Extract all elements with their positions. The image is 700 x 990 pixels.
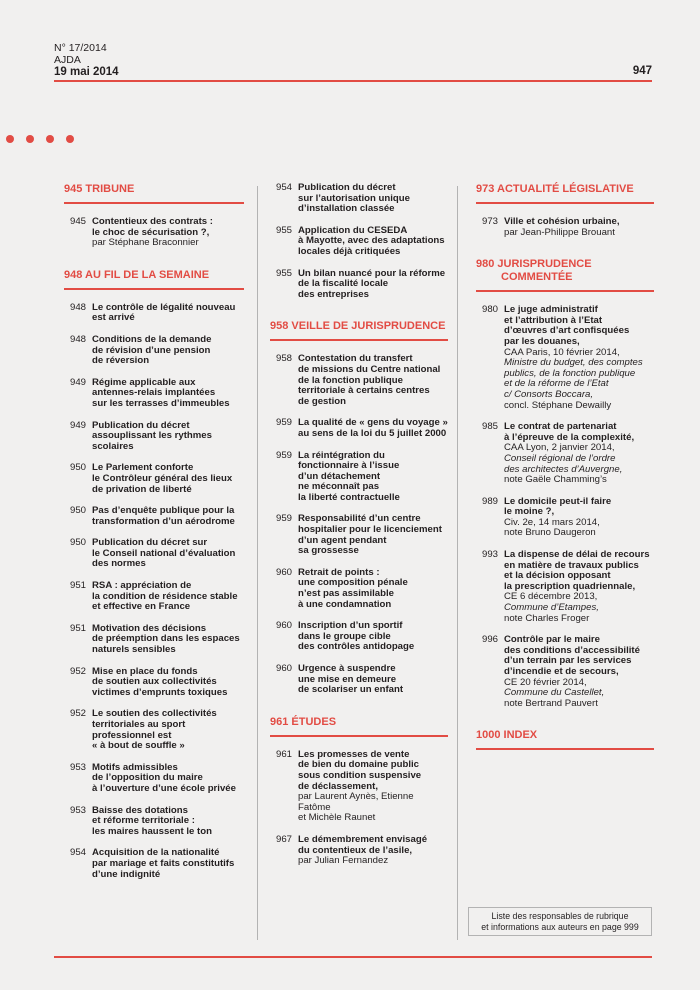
toc-entry[interactable] <box>476 305 654 411</box>
entry-title: Publication du décret sur l’autorisation unique d’installation classée <box>298 182 410 215</box>
section-title: 948 AU FIL DE LA SEMAINE <box>64 268 210 281</box>
page-ref: 993 <box>481 549 498 561</box>
toc-entry[interactable] <box>476 217 654 238</box>
page-ref: 945 <box>69 216 86 227</box>
section-heading <box>270 320 448 341</box>
header-rule <box>54 80 652 82</box>
section-title-line2: COMMENTÉE <box>501 271 573 284</box>
page-ref: 950 <box>69 462 86 474</box>
dot-icon <box>6 135 14 143</box>
entry-body <box>298 664 448 696</box>
entry-detail <box>504 699 654 710</box>
decorative-dots <box>6 135 74 143</box>
entry-author: par Stéphane Braconnier <box>92 237 199 249</box>
entry-body <box>298 621 448 653</box>
entry-body <box>298 750 448 824</box>
section-title: 973 ACTUALITÉ LÉGISLATIVE <box>476 183 634 195</box>
entry-author: note Charles Froger <box>504 612 590 624</box>
entry-author: note Bertrand Pauvert <box>504 697 598 709</box>
toc-entry[interactable] <box>270 269 448 301</box>
entry-body <box>92 806 244 838</box>
toc-entry[interactable] <box>64 667 244 699</box>
dot-icon <box>26 135 34 143</box>
entry-title: Conditions de la demande de révision d’une pension de réversion <box>92 333 212 367</box>
entry-title: Un bilan nuancé pour la réforme de la fiscalité locale des entreprises <box>298 267 446 300</box>
toc-entry[interactable] <box>476 550 654 624</box>
entry-detail <box>92 238 244 249</box>
entry-title: Retrait de points : une composition pénale n’est pas assimilable à une condamnation <box>298 566 408 610</box>
page-ref: 961 <box>275 748 292 760</box>
entry-author: note Gaële Chamming’s <box>504 474 607 486</box>
toc-entry[interactable] <box>270 514 448 556</box>
entry-title: La réintégration du fonctionnaire à l’issue d’un détachement ne méconnaît pas la liberté contractuelle <box>298 449 400 503</box>
page-header <box>54 42 119 78</box>
toc-entry[interactable] <box>64 709 244 751</box>
section-title: 958 VEILLE DE JURISPRUDENCE <box>270 320 446 333</box>
entry-title: Motivation des décisions de préemption dans les espaces naturels sensibles <box>92 622 240 656</box>
toc-entry[interactable] <box>64 378 244 410</box>
case-name: Commune du Castellet, <box>504 687 605 699</box>
entry-body <box>504 217 654 238</box>
entry-author: concl. Stéphane Dewailly <box>504 399 612 411</box>
entry-body <box>92 303 244 324</box>
page-ref: 973 <box>481 216 498 227</box>
entry-title: Publication du décret assouplissant les rythmes scolaires <box>92 419 212 452</box>
toc-entry[interactable] <box>64 463 244 495</box>
entry-author: Civ. 2e, 14 mars 2014, <box>504 516 600 528</box>
entry-body <box>504 550 654 624</box>
entry-title: Le juge administratif et l’attribution à l’Etat d’œuvres d’art confisquées par les douanes, <box>504 304 630 347</box>
entry-title: Contentieux des contrats : le choc de sécurisation ?, <box>92 216 214 238</box>
entry-title: Urgence à suspendre une mise en demeure de scolariser un enfant <box>298 663 404 696</box>
entry-body <box>298 226 448 258</box>
entry-detail <box>504 614 654 625</box>
section-heading <box>476 258 654 292</box>
entry-body <box>92 335 244 367</box>
toc-entry[interactable] <box>270 568 448 610</box>
case-name: Commune d’Etampes, <box>504 602 599 614</box>
entry-title: Motifs admissibles de l’opposition du maire à l’ouverture d’une école privée <box>92 761 236 794</box>
entry-title: Acquisition de la nationalité par mariage et faits constitutifs d’une indignité <box>92 847 235 880</box>
entry-body <box>92 581 244 613</box>
entry-body <box>298 183 448 215</box>
page-ref: 951 <box>69 580 86 592</box>
column-divider <box>457 186 458 940</box>
toc-entry[interactable] <box>270 835 448 867</box>
toc-entry[interactable] <box>270 750 448 824</box>
entry-title: Le contrat de partenariat à l’épreuve de la complexité, <box>504 421 635 443</box>
page-ref: 949 <box>69 419 86 431</box>
entry-detail <box>504 528 654 539</box>
entry-title: Le soutien des collectivités territoriales au sport professionnel est « à bout de souffle » <box>92 708 217 752</box>
section-heading <box>476 183 654 204</box>
entry-author: et Michèle Raunet <box>298 812 376 824</box>
entry-title: Publication du décret sur le Conseil national d’évaluation des normes <box>92 537 236 570</box>
page-ref: 952 <box>69 665 86 677</box>
toc-entry[interactable] <box>270 418 448 439</box>
entry-title: Application du CESEDA à Mayotte, avec des adaptations locales déjà critiquées <box>298 224 445 257</box>
entry-title: Baisse des dotations et réforme territoriale : les maires haussent le ton <box>92 804 212 837</box>
entry-detail <box>504 401 654 412</box>
entry-title: Mise en place du fonds de soutien aux collectivités victimes d’emprunts toxiques <box>92 665 228 698</box>
entry-title: Inscription d’un sportif dans le groupe cible des contrôles antidopage <box>298 620 415 653</box>
toc-entry[interactable] <box>64 217 244 249</box>
page-ref: 955 <box>275 224 292 236</box>
page-ref: 989 <box>481 495 498 507</box>
entry-title: Responsabilité d’un centre hospitalier pour le licenciement d’un agent pendant sa grossesse <box>298 513 442 557</box>
case-name: Conseil régional de l’ordre <box>504 452 616 464</box>
toc-column-2 <box>270 183 448 878</box>
entry-title: Pas d’enquête publique pour la transformation d’un aérodrome <box>92 505 235 527</box>
toc-column-1 <box>64 183 244 891</box>
entry-body <box>298 835 448 867</box>
footer-note: Liste des responsables de rubrique et informations aux auteurs en page 999 <box>468 907 652 936</box>
entry-author: CAA Paris, 10 février 2014, <box>504 346 620 358</box>
toc-entry[interactable] <box>64 335 244 367</box>
page-ref: 996 <box>481 634 498 646</box>
page-ref: 953 <box>69 761 86 773</box>
entry-detail <box>298 792 448 813</box>
page-ref: 952 <box>69 708 86 720</box>
entry-author: par Jean-Philippe Brouant <box>504 226 615 238</box>
section-title: 945 TRIBUNE <box>64 183 135 195</box>
entry-title: Le Parlement conforte le Contrôleur général des lieux de privation de liberté <box>92 462 233 495</box>
entry-body <box>92 463 244 495</box>
page-ref: 951 <box>69 622 86 634</box>
entry-body <box>92 667 244 699</box>
entry-body <box>92 421 244 453</box>
toc-entry[interactable] <box>64 303 244 324</box>
entry-title: Ville et cohésion urbaine, <box>504 216 620 227</box>
dot-icon <box>66 135 74 143</box>
case-name: c/ Consorts Boccara, <box>504 388 594 400</box>
entry-body <box>92 848 244 880</box>
entry-title: Le domicile peut-il faire le moine ?, <box>504 495 612 518</box>
entry-body <box>92 217 244 249</box>
toc-entry[interactable] <box>270 354 448 407</box>
footer-rule <box>54 956 652 958</box>
issue-date: 19 mai 2014 <box>54 66 119 78</box>
page-ref: 967 <box>275 833 292 845</box>
toc-entry[interactable] <box>64 848 244 880</box>
entry-body <box>298 514 448 556</box>
section-title: 980 JURISPRUDENCE <box>476 258 592 271</box>
toc-entry[interactable] <box>270 451 448 504</box>
page-ref: 954 <box>275 182 292 193</box>
page-ref: 960 <box>275 566 292 578</box>
entry-author: CAA Lyon, 2 janvier 2014, <box>504 442 615 454</box>
page-ref: 958 <box>275 353 292 365</box>
entry-title: La qualité de « gens du voyage » au sens de la loi du 5 juillet 2000 <box>298 417 448 439</box>
journal-name: AJDA <box>54 54 81 66</box>
page-ref: 953 <box>69 804 86 816</box>
toc-entry[interactable] <box>64 506 244 527</box>
section-heading <box>270 716 448 737</box>
entry-body <box>504 422 654 486</box>
entry-author: CE 20 février 2014, <box>504 676 587 688</box>
section-title: 1000 INDEX <box>476 729 538 742</box>
entry-author: note Bruno Daugeron <box>504 527 596 539</box>
toc-entry[interactable] <box>270 183 448 215</box>
toc-entry[interactable] <box>64 763 244 795</box>
entry-author: CE 6 décembre 2013, <box>504 591 598 603</box>
page-ref: 948 <box>69 301 86 313</box>
entry-body <box>298 568 448 610</box>
page-ref: 950 <box>69 505 86 517</box>
case-name: publics, de la fonction publique <box>504 367 636 379</box>
entry-body <box>92 763 244 795</box>
toc-entry[interactable] <box>476 422 654 486</box>
entry-detail <box>504 475 654 486</box>
issue-number: N° 17/2014 <box>54 42 107 54</box>
entry-detail <box>298 856 448 867</box>
page-number: 947 <box>632 65 652 77</box>
case-name: des architectes d’Auvergne, <box>504 463 623 475</box>
case-name: Ministre du budget, des comptes <box>504 357 643 369</box>
page-ref: 959 <box>275 417 292 429</box>
entry-author: par Julian Fernandez <box>298 855 389 867</box>
toc-entry[interactable] <box>270 621 448 653</box>
column-divider <box>257 186 258 940</box>
entry-detail <box>504 228 654 239</box>
toc-entry[interactable] <box>64 421 244 453</box>
entry-title: Le démembrement envisagé du contentieux de l’asile, <box>298 833 428 856</box>
toc-entry[interactable] <box>476 635 654 709</box>
entry-title: Contestation du transfert de missions du Centre national de la fonction publique territoriale à certains centres de gestion <box>298 353 441 407</box>
toc-entry[interactable] <box>64 806 244 838</box>
entry-body <box>298 269 448 301</box>
entry-title: Régime applicable aux antennes-relais implantées sur les terrasses d’immeubles <box>92 376 230 409</box>
section-title: 961 ÉTUDES <box>270 715 337 728</box>
entry-body <box>92 506 244 527</box>
entry-title: La dispense de délai de recours en matière de travaux publics et la décision opposant la prescription quadriennale, <box>504 549 650 592</box>
toc-entry[interactable] <box>270 664 448 696</box>
entry-author: par Laurent Aynès, Etienne Fatôme <box>298 791 414 813</box>
page-ref: 950 <box>69 537 86 549</box>
page-ref: 960 <box>275 663 292 674</box>
entry-body <box>92 378 244 410</box>
dot-icon <box>46 135 54 143</box>
toc-entry[interactable] <box>64 538 244 570</box>
page-ref: 949 <box>69 376 86 388</box>
toc-column-3 <box>476 183 654 763</box>
case-name: et de la réforme de l’Etat <box>504 378 609 390</box>
entry-title: Les promesses de vente de bien du domaine public sous condition suspensive de déclassement, <box>298 748 422 792</box>
page-ref: 980 <box>481 304 498 316</box>
entry-title: Le contrôle de légalité nouveau est arrivé <box>92 301 236 324</box>
toc-entry[interactable] <box>64 581 244 613</box>
page-ref: 960 <box>275 620 292 632</box>
entry-body <box>504 305 654 411</box>
entry-body <box>298 451 448 504</box>
entry-body <box>92 709 244 751</box>
entry-body <box>92 538 244 570</box>
toc-entry[interactable] <box>64 624 244 656</box>
page-ref: 954 <box>69 847 86 859</box>
section-heading <box>476 729 654 750</box>
toc-entry[interactable] <box>270 226 448 258</box>
entry-detail <box>298 813 448 824</box>
entry-body <box>298 418 448 439</box>
page-ref: 985 <box>481 421 498 433</box>
toc-entry[interactable] <box>476 497 654 539</box>
entry-body <box>504 497 654 539</box>
page-ref: 959 <box>275 449 292 461</box>
section-heading <box>64 183 244 204</box>
page-ref: 955 <box>275 267 292 279</box>
entry-body <box>92 624 244 656</box>
entry-title: RSA : appréciation de la condition de résidence stable et effective en France <box>92 580 238 613</box>
entry-body <box>298 354 448 407</box>
page-ref: 948 <box>69 333 86 345</box>
page-ref: 959 <box>275 513 292 525</box>
entry-body <box>504 635 654 709</box>
entry-title: Contrôle par le maire des conditions d’accessibilité d’un terrain par les services d’incendie et de secours, <box>504 634 640 677</box>
section-heading <box>64 269 244 290</box>
